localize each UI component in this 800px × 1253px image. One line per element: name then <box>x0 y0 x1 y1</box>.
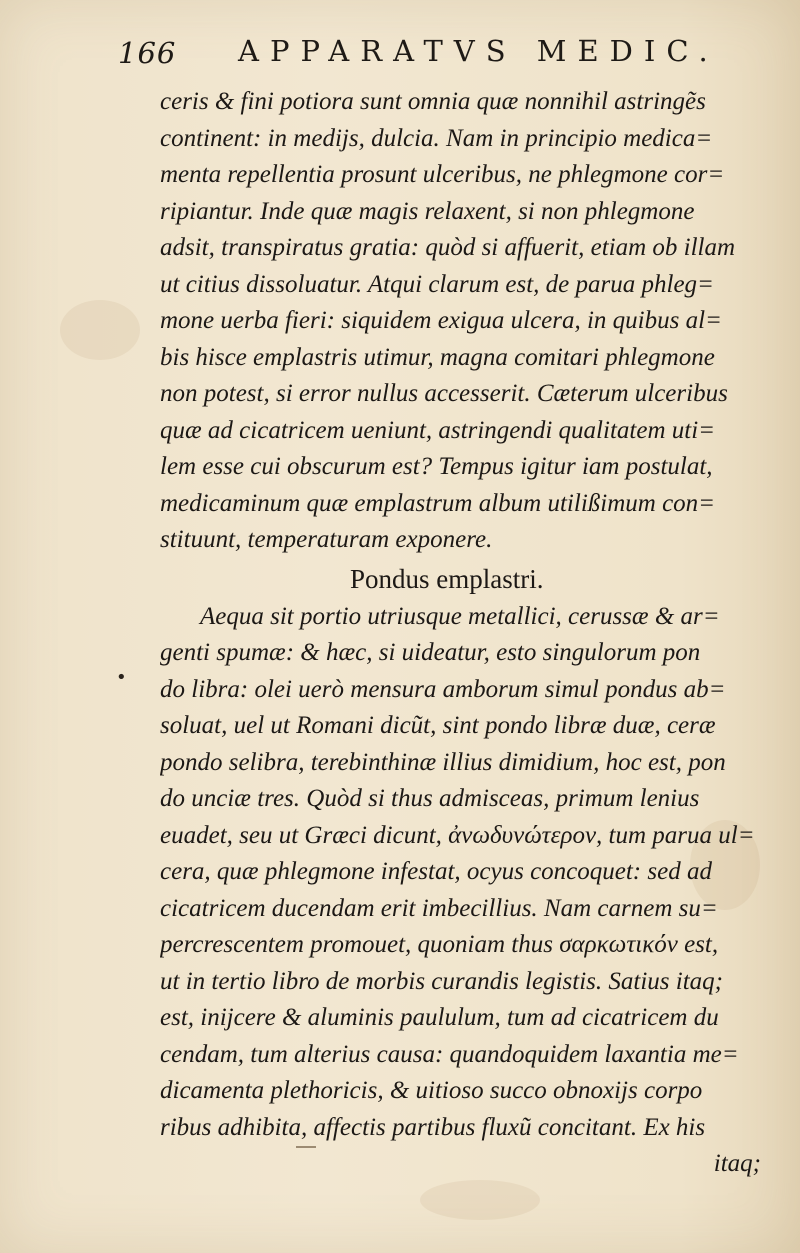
text-line: do libra: olei uerò mensura amborum simul pondus ab= <box>160 675 726 703</box>
running-head <box>0 30 800 70</box>
catchword: itaq; <box>713 1150 761 1177</box>
page-number: 166 <box>118 36 177 70</box>
text-line: ut in tertio libro de morbis curandis legistis. Satius itaq; <box>160 967 723 995</box>
text-line: ribus adhibita, affectis partibus fluxũ concitant. Ex his <box>160 1113 706 1141</box>
text-line: cendam, tum alterius causa: quandoquidem laxantia me= <box>160 1040 739 1068</box>
text-block <box>160 84 765 1183</box>
text-line: Aequa sit portio utriusque metallici, cerussæ & ar= <box>200 602 720 630</box>
text-line: mone uerba fieri: siquidem exigua ulcera, in quibus al= <box>160 307 722 334</box>
text-line: dicamenta plethoricis, & uitioso succo obnoxijs corpo <box>160 1077 703 1104</box>
text-line: cera, quæ phlegmone infestat, ocyus concoquet: sed ad <box>160 858 712 885</box>
text-line: adsit, transpiratus gratia: quòd si affuerit, etiam ob illam <box>160 234 736 261</box>
text-line: stituunt, temperaturam exponere. <box>160 526 493 553</box>
text-line: est, inijcere & aluminis paululum, tum ad cicatricem du <box>160 1004 719 1031</box>
text-line: quæ ad cicatricem ueniunt, astringendi qualitatem uti= <box>160 416 716 444</box>
text-line: percrescentem promouet, quoniam thus σαρκωτικόν est, <box>160 931 719 958</box>
section-heading: Pondus emplastri. <box>350 563 544 594</box>
manuscript-mark-icon: • <box>116 667 127 688</box>
text-line: genti spumæ: & hæc, si uideatur, esto singulorum pon <box>160 639 701 666</box>
text-line: cicatricem ducendam erit imbecillius. Nam carnem su= <box>160 894 718 922</box>
text-line: non potest, si error nullus accesserit. Cæterum ulceribus <box>160 380 728 407</box>
running-title: APPARATVS MEDIC. <box>238 34 719 68</box>
text-line: ut citius dissoluatur. Atqui clarum est, de parua phleg= <box>160 270 714 298</box>
text-line: soluat, uel ut Romani dicũt, sint pondo libræ duæ, ceræ <box>160 712 716 739</box>
text-line: continent: in medijs, dulcia. Nam in principio medica= <box>160 124 713 152</box>
text-line: do unciæ tres. Quòd si thus admisceas, primum lenius <box>160 785 700 812</box>
text-line: ripiantur. Inde quæ magis relaxent, si non phlegmone <box>160 197 695 225</box>
text-line: euadet, seu ut Græci dicunt, ἀνωδυνώτερον, tum parua ul= <box>160 821 755 849</box>
text-line: pondo selibra, terebinthinæ illius dimidium, hoc est, pon <box>160 748 726 776</box>
text-line: menta repellentia prosunt ulceribus, ne phlegmone cor= <box>160 161 725 188</box>
text-line: ceris & fini potiora sunt omnia quæ nonnihil astringẽs <box>160 88 706 115</box>
text-line: bis hisce emplastris utimur, magna comitari phlegmone <box>160 343 715 371</box>
text-line: medicaminum quæ emplastrum album utilißimum con= <box>160 489 716 517</box>
text-line: lem esse cui obscurum est? Tempus igitur iam postulat, <box>160 453 713 480</box>
